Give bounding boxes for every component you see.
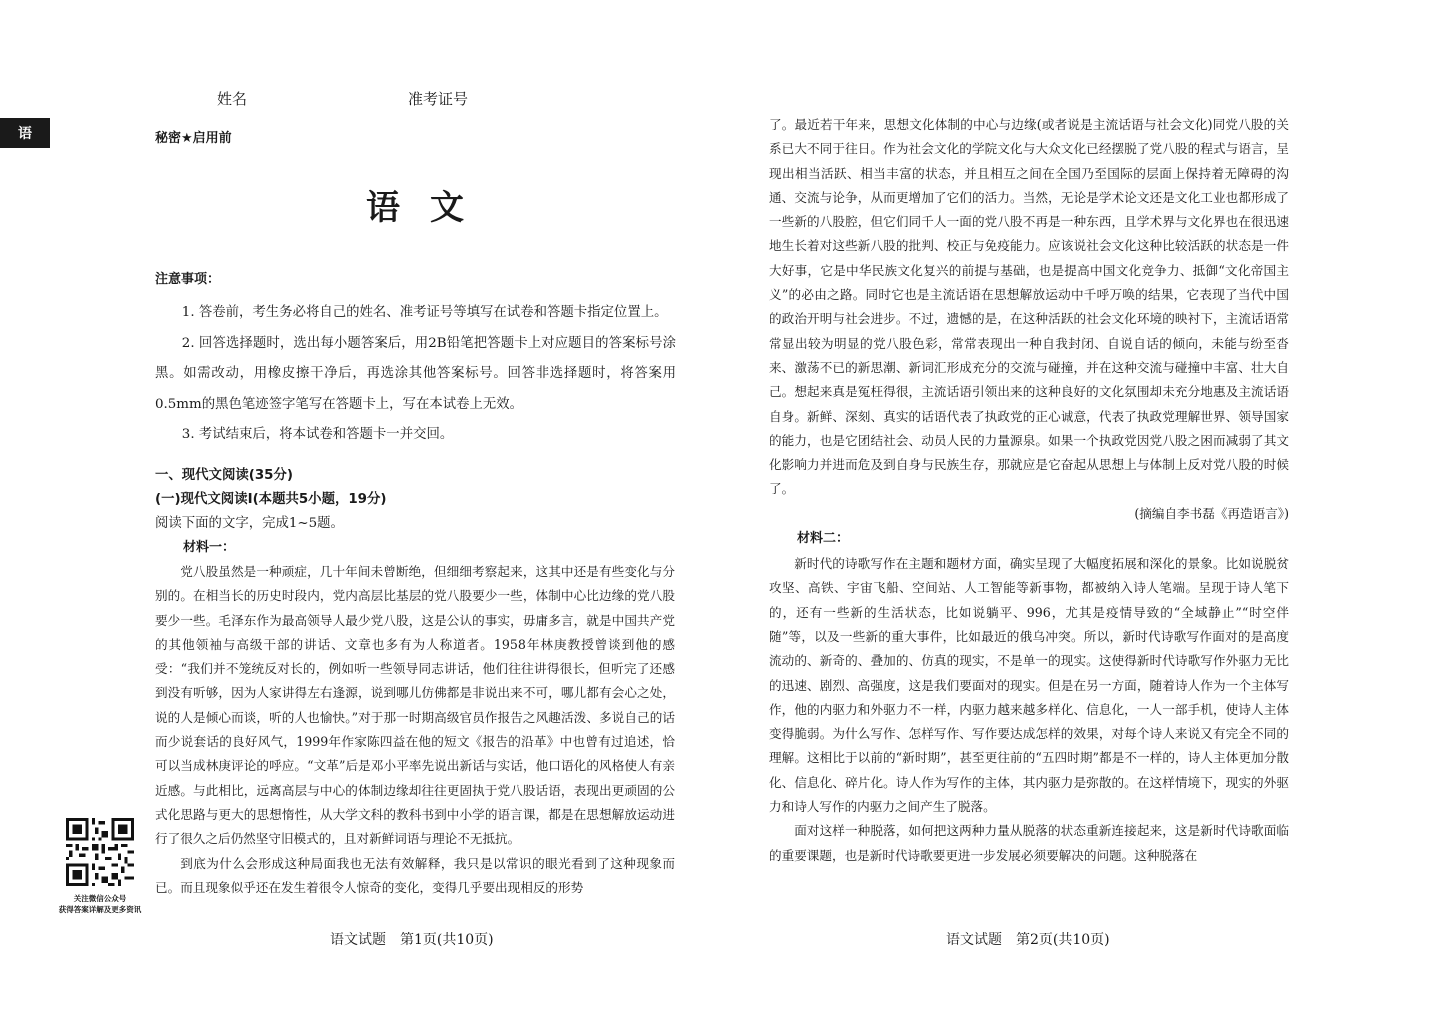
notice-item: 2. 回答选择题时，选出每小题答案后，用2B铅笔把答题卡上对应题目的答案标号涂黑。如需改动，用橡皮擦干净后，再选涂其他答案标号。回答非选择题时，将答案用0.5mm的黑色笔迹签字笔写在答题卡上，写在本试卷上无效。 (155, 335, 676, 412)
notice-item: 1. 答卷前，考生务必将自己的姓名、准考证号等填写在试卷和答题卡指定位置上。 (181, 305, 668, 320)
exam-title: 语文 (366, 188, 494, 228)
reading-instruction: 阅读下面的文字，完成1~5题。 (155, 516, 344, 531)
exam-id-field-label: 准考证号 (408, 90, 469, 108)
paragraph: 面对这样一种脱落，如何把这两种力量从脱落的状态重新连接起来，这是新时代诗歌面临的重要课题，也是新时代诗歌要更进一步发展必须要解决的问题。这种脱落在 (769, 823, 1289, 863)
qr-code-icon (66, 818, 134, 886)
material-1-source: (摘编自李书磊《再造语言》) (1134, 505, 1289, 521)
qr-caption-line-2: 获得答案详解及更多资讯 (58, 905, 142, 914)
name-field-label: 姓名 (217, 90, 248, 108)
notice-heading: 注意事项： (155, 272, 221, 287)
qr-caption (44, 893, 156, 915)
page-footer-left: 语文试题 第1页(共10页) (330, 932, 494, 948)
paragraph: 到底为什么会形成这种局面我也无法有效解释，我只是以常识的眼光看到了这种现象而已。而且现象似乎还在发生着很令人惊奇的变化，变得几乎要出现相反的形势 (155, 855, 675, 895)
secret-mark: 秘密★启用前 (155, 131, 232, 146)
paragraph: 了。最近若干年来，思想文化体制的中心与边缘(或者说是主流话语与社会文化)同党八股的关系已大不同于往日。作为社会文化的学院文化与大众文化已经摆脱了党八股的程式与语言，呈现出相当活跃、相当丰富的状态，并且相互之间在全国乃至国际的层面上保持着无障碍的沟通、交流与论争，从而更增加了它们的活力。当然，无论是学术论文还是文化工业也都形成了一些新的八股腔，但它们同千人一面的党八股不再是一种东西，且学术界与文化界也在很迅速地生长着对这些新八股的批判、校正与免疫能力。应该说社会文化这种比较活跃的状态是一件大好事，它是中华民族文化复兴的前提与基础，也是提高中国文化竞争力、抵御“文化帝国主义”的必由之路。同时它也是主流话语在思想解放运动中千呼万唤的结果，它表现了当代中国的政治开明与社会进步。不过，遗憾的是，在这种活跃的社会文化环境的映衬下，主流话语常常显出较为明显的党八股色彩，常常表现出一种自我封闭、自说自话的倾向，未能与纷至沓来、激荡不已的新思潮、新词汇形成充分的交流与碰撞，并在这种交流与碰撞中丰富、壮大自己。想起来真是冤枉得很，主流话语引领出来的这种良好的文化氛围却未充分地惠及主流话语自身。新鲜、深刻、真实的话语代表了执政党的正心诚意，代表了执政党理解世界、领导国家的能力，也是它团结社会、动员人民的力量源泉。如果一个执政党因党八股之困而减弱了其文化影响力并进而危及到自身与民族生存，那就应是它奋起从思想上与体制上反对党八股的时候了。 (769, 117, 1289, 497)
section-sub-heading: (一)现代文阅读Ⅰ(本题共5小题，19分) (155, 492, 387, 507)
paragraph: 党八股虽然是一种顽症，几十年间未曾断绝，但细细考察起来，这其中还是有些变化与分别的。在相当长的历史时段内，党内高层比基层的党八股要少一些，体制中心比边缘的党八股要少一些。毛泽东作为最高领导人最少党八股，这是公认的事实，毋庸多言，就是中国共产党的其他领袖与高级干部的讲话、文章也多有为人称道者。1958年林庚教授曾谈到他的感受：“我们并不笼统反对长的，例如听一些领导同志讲话，他们往往讲得很长，但听完了还感到没有听够，因为人家讲得左右逢源，说到哪儿仿佛都是非说出来不可，哪儿都有会心之处，说的人是倾心而谈，听的人也愉快。”对于那一时期高级官员作报告之风趣活泼、多说自己的话而少说套话的良好风气，1999年作家陈四益在他的短文《报告的沿革》中也曾有过追述，恰可以当成林庚评论的呼应。“文革”后是邓小平率先说出新话与实话，他口语化的风格使人有亲近感。与此相比，远离高层与中心的体制边缘却往往更固执于党八股话语，表现出更顽固的公式化思路与更大的思想惰性，从大学文科的教科书到中小学的语言课，都是在思想解放运动进行了很久之后仍然坚守旧模式的，且对新鲜词语与理论不无抵抗。 (155, 564, 675, 847)
notice-item: 3. 考试结束后，将本试卷和答题卡一并交回。 (181, 427, 454, 442)
left-column-text (155, 536, 675, 900)
paragraph: 新时代的诗歌写作在主题和题材方面，确实呈现了大幅度拓展和深化的景象。比如说脱贫攻坚、高铁、宇宙飞船、空间站、人工智能等新事物，都被纳入诗人笔端。呈现于诗人笔下的，还有一些新的生活状态，比如说躺平、996，尤其是疫情导致的“全域静止”“时空伴随”等，以及一些新的重大事件，比如最近的俄乌冲突。所以，新时代诗歌写作面对的是高度流动的、新奇的、叠加的、仿真的现实，不是单一的现实。这使得新时代诗歌写作外驱力无比的迅速、剧烈、高强度，这是我们要面对的现实。但是在另一方面，随着诗人作为一个主体写作，他的内驱力和外驱力不一样，内驱力越来越多样化、信息化，一人一部手机，使诗人主体变得脆弱。为什么写作、怎样写作、写作要达成怎样的效果，对每个诗人来说又有完全不同的理解。这相比于以前的“新时期”，甚至更往前的“五四时期”都是不一样的，诗人主体更加分散化、信息化、碎片化。诗人作为写作的主体，其内驱力是弥散的。在这样情境下，现实的外驱力和诗人写作的内驱力之间产生了脱落。 (769, 556, 1289, 815)
material-2-label: 材料二： (797, 531, 850, 547)
material-1-label: 材料一： (183, 540, 236, 555)
section-heading: 一、现代文阅读(35分) (155, 468, 293, 483)
notice-list (155, 298, 676, 451)
subject-side-tab: 语 (0, 118, 50, 148)
right-column-text (769, 113, 1289, 868)
page-footer-right: 语文试题 第2页(共10页) (946, 932, 1110, 948)
qr-caption-line-1: 关注微信公众号 (73, 894, 127, 903)
